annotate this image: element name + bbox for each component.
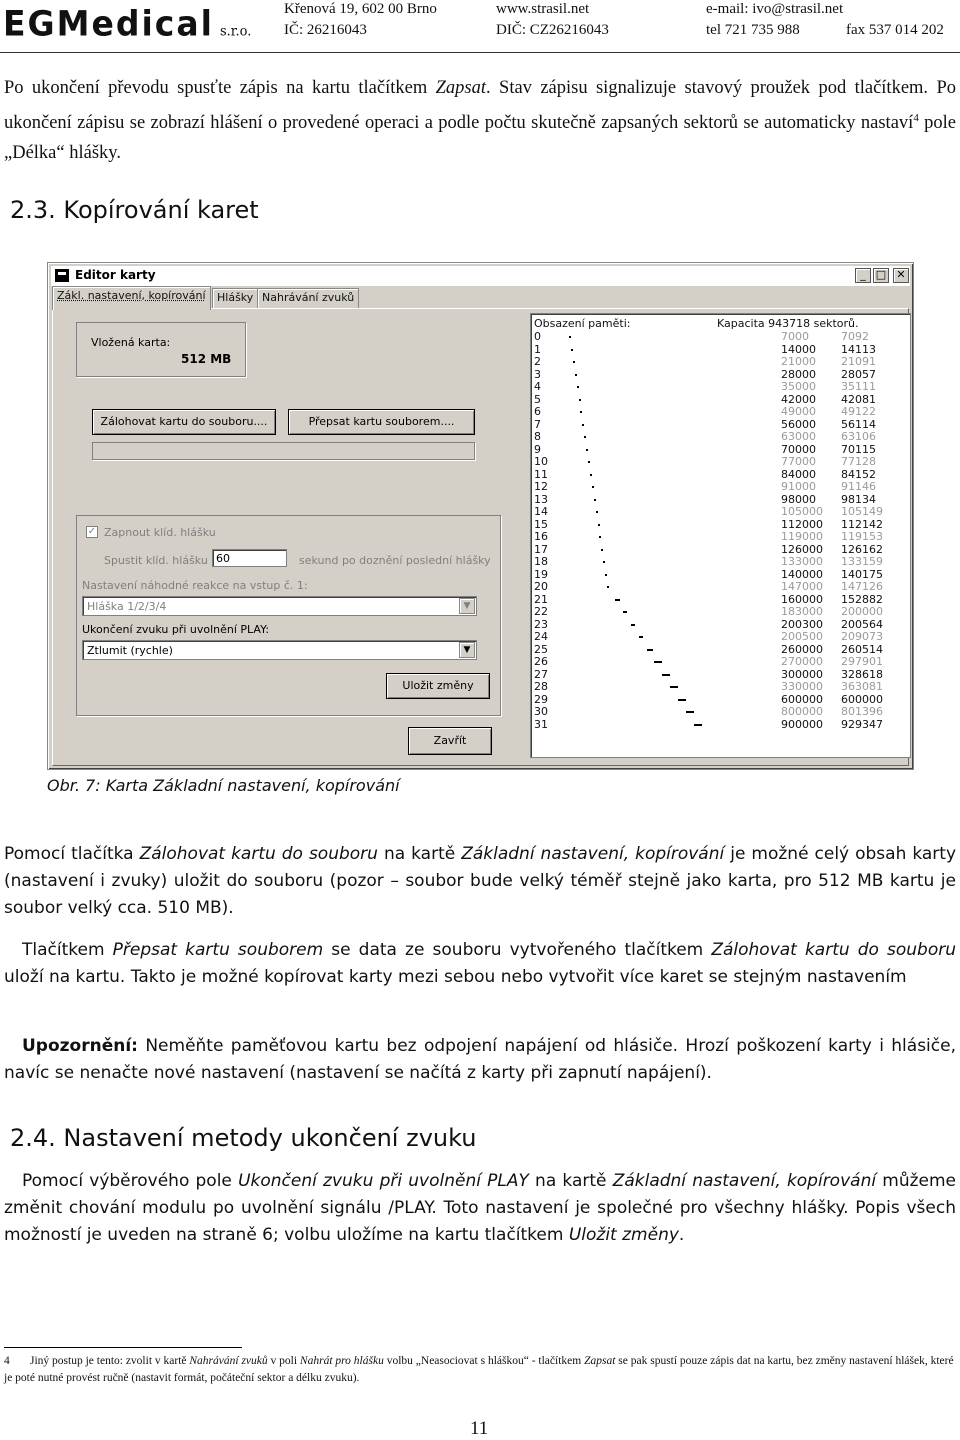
memory-row-end: 147126 bbox=[841, 580, 883, 593]
memory-row-start: 270000 bbox=[781, 655, 823, 668]
memory-row[interactable] bbox=[531, 481, 909, 494]
memory-row-end: 7092 bbox=[841, 330, 869, 343]
memory-usage-bar bbox=[694, 724, 702, 726]
memory-row[interactable] bbox=[531, 656, 909, 669]
memory-usage-bar bbox=[623, 611, 627, 613]
memory-row-end: 600000 bbox=[841, 692, 883, 706]
memory-row[interactable] bbox=[531, 581, 909, 594]
key-message-checkbox-label: Zapnout klíd. hlášku bbox=[104, 526, 216, 539]
memory-row-index: 24 bbox=[534, 630, 548, 643]
memory-row-index: 27 bbox=[534, 667, 548, 681]
memory-row-index: 15 bbox=[534, 517, 548, 531]
memory-row-end: 363081 bbox=[841, 680, 883, 693]
memory-row-start: 900000 bbox=[781, 717, 823, 731]
memory-usage-bar bbox=[639, 636, 643, 638]
memory-usage-bar bbox=[577, 386, 579, 388]
memory-row[interactable] bbox=[531, 331, 909, 344]
memory-row[interactable] bbox=[531, 681, 909, 694]
memory-row-index: 2 bbox=[534, 355, 541, 368]
memory-row-index: 17 bbox=[534, 542, 548, 556]
capacity-label: Kapacita 943718 sektorů. bbox=[717, 317, 859, 330]
memory-row-index: 18 bbox=[534, 555, 548, 568]
memory-row-start: 300000 bbox=[781, 667, 823, 681]
memory-usage-bar bbox=[569, 336, 571, 338]
tab-basic-settings[interactable]: Zákl. nastavení, kopírování bbox=[52, 286, 211, 310]
memory-row-end: 152882 bbox=[841, 592, 883, 606]
memory-row-end: 200000 bbox=[841, 605, 883, 618]
memory-row-index: 16 bbox=[534, 530, 548, 543]
footnote-rule bbox=[4, 1347, 242, 1348]
memory-row-index: 5 bbox=[534, 392, 541, 406]
memory-row-start: 42000 bbox=[781, 392, 816, 406]
memory-row[interactable] bbox=[531, 531, 909, 544]
title-bar bbox=[51, 266, 910, 286]
memory-row-start: 147000 bbox=[781, 580, 823, 593]
footnote: 4 Jiný postup je tento: zvolit v kartě Nahrávání zvuků v poli Nahrát pro hlášku volbu „Neasociovat s hláškou“ - tlačítkem Zapsat se pak spustí pouze zápis dat na kartu, bez změny nastavení hlášek, které je poté nutné provést ručně (nastavit formát, počáteční sektor a délku zvuku). bbox=[4, 1355, 954, 1384]
memory-row[interactable] bbox=[531, 456, 909, 469]
memory-row[interactable] bbox=[531, 356, 909, 369]
memory-row-end: 929347 bbox=[841, 717, 883, 731]
window-title: Editor karty bbox=[75, 268, 156, 282]
memory-usage-bar bbox=[594, 499, 596, 501]
paragraph-overwrite: Tlačítkem Přepsat kartu souborem se data ze souboru vytvořeného tlačítkem Zálohovat kartu do souboru uloží na kartu. Takto je možné kopírovat karty mezi sebou nebo vytvořit více karet se stejným nastavením bbox=[4, 940, 957, 987]
memory-row[interactable] bbox=[531, 706, 909, 719]
memory-usage-bar bbox=[678, 699, 686, 701]
memory-row[interactable] bbox=[531, 431, 909, 444]
memory-usage-bar bbox=[686, 711, 694, 713]
memory-row-start: 28000 bbox=[781, 367, 816, 381]
memory-row-end: 328618 bbox=[841, 667, 883, 681]
memory-usage-bar bbox=[599, 536, 601, 538]
memory-row-start: 800000 bbox=[781, 705, 823, 718]
memory-row-end: 84152 bbox=[841, 467, 876, 481]
memory-row-index: 13 bbox=[534, 492, 548, 506]
memory-row-index: 23 bbox=[534, 617, 548, 631]
memory-row-end: 70115 bbox=[841, 442, 876, 456]
memory-row-index: 31 bbox=[534, 717, 548, 731]
chevron-down-icon[interactable]: ▼ bbox=[459, 642, 475, 658]
memory-usage-bar bbox=[584, 436, 586, 438]
header-address: Křenová 19, 602 00 Brno bbox=[284, 1, 437, 17]
memory-row-index: 3 bbox=[534, 367, 541, 381]
tab-sound-recording[interactable]: Nahrávání zvuků bbox=[257, 288, 359, 308]
overwrite-card-button[interactable]: Přepsat kartu souborem.... bbox=[288, 409, 475, 435]
memory-row-end: 133159 bbox=[841, 555, 883, 568]
memory-row-index: 0 bbox=[534, 330, 541, 343]
memory-usage-bar bbox=[596, 511, 598, 513]
memory-row[interactable] bbox=[531, 606, 909, 619]
minimize-icon[interactable]: _ bbox=[855, 268, 871, 283]
memory-usage-bar bbox=[590, 474, 592, 476]
memory-row-end: 297901 bbox=[841, 655, 883, 668]
memory-row-end: 77128 bbox=[841, 455, 876, 468]
paragraph-warning: Upozornění: Neměňte paměťovou kartu bez odpojení napájení od hlásiče. Hrozí poškození karty i hlásiče, navíc se nenačte nové nastavení (nastavení se načítá z karty při zapnutí napájení). bbox=[4, 1036, 956, 1083]
memory-row[interactable] bbox=[531, 381, 909, 394]
inserted-card-label: Vložená karta: bbox=[91, 336, 171, 349]
end-sound-select[interactable] bbox=[82, 640, 477, 660]
end-sound-label: Ukončení zvuku při uvolnění PLAY: bbox=[82, 623, 270, 636]
memory-row-end: 140175 bbox=[841, 567, 883, 581]
memory-row-index: 30 bbox=[534, 705, 548, 718]
memory-row-end: 126162 bbox=[841, 542, 883, 556]
memory-row-start: 21000 bbox=[781, 355, 816, 368]
memory-row-start: 49000 bbox=[781, 405, 816, 418]
inserted-card-group bbox=[76, 322, 246, 377]
memory-row-start: 98000 bbox=[781, 492, 816, 506]
memory-usage-bar bbox=[605, 574, 607, 576]
memory-row-start: 260000 bbox=[781, 642, 823, 656]
memory-usage-bar bbox=[631, 624, 635, 626]
memory-usage-bar bbox=[607, 586, 609, 588]
memory-row-start: 140000 bbox=[781, 567, 823, 581]
memory-usage-bar bbox=[670, 686, 678, 688]
memory-row-start: 200300 bbox=[781, 617, 823, 631]
memory-row-end: 801396 bbox=[841, 705, 883, 718]
random-reaction-label: Nastavení náhodné reakce na vstup č. 1: bbox=[82, 579, 308, 592]
memory-usage-bar bbox=[571, 349, 573, 351]
inserted-card-value: 512 MB bbox=[181, 352, 232, 366]
memory-usage-bar bbox=[603, 561, 605, 563]
header-fax: fax 537 014 202 bbox=[846, 22, 944, 38]
memory-row-end: 105149 bbox=[841, 505, 883, 518]
memory-usage-bar bbox=[588, 461, 590, 463]
memory-row[interactable] bbox=[531, 406, 909, 419]
memory-usage-list bbox=[530, 313, 911, 758]
memory-row-end: 91146 bbox=[841, 480, 876, 493]
memory-usage-bar bbox=[582, 424, 584, 426]
memory-row-end: 28057 bbox=[841, 367, 876, 381]
company-logo: EGMedical s.r.o. bbox=[3, 3, 252, 44]
memory-usage-bar bbox=[647, 649, 653, 651]
header-web: www.strasil.net bbox=[496, 1, 590, 17]
memory-row[interactable] bbox=[531, 556, 909, 569]
memory-usage-bar bbox=[592, 486, 594, 488]
memory-row-start: 330000 bbox=[781, 680, 823, 693]
save-changes-button[interactable]: Uložit změny bbox=[386, 673, 490, 699]
memory-row-start: 600000 bbox=[781, 692, 823, 706]
memory-row-index: 1 bbox=[534, 342, 541, 356]
memory-usage-bar bbox=[579, 399, 581, 401]
memory-row-index: 12 bbox=[534, 480, 548, 493]
memory-row-start: 126000 bbox=[781, 542, 823, 556]
memory-row-end: 209073 bbox=[841, 630, 883, 643]
memory-row-end: 56114 bbox=[841, 417, 876, 431]
memory-row[interactable] bbox=[531, 631, 909, 644]
end-sound-value: Ztlumit (rychle) bbox=[87, 644, 173, 657]
memory-row-index: 21 bbox=[534, 592, 548, 606]
memory-usage-bar bbox=[601, 549, 603, 551]
header-dic: DIČ: CZ26216043 bbox=[496, 22, 609, 38]
editor-window bbox=[47, 262, 914, 770]
memory-row-start: 105000 bbox=[781, 505, 823, 518]
memory-row-end: 98134 bbox=[841, 492, 876, 506]
section-heading-2-3: 2.3. Kopírování karet bbox=[10, 196, 259, 224]
memory-row-end: 63106 bbox=[841, 430, 876, 443]
memory-usage-bar bbox=[573, 361, 575, 363]
memory-row-end: 35111 bbox=[841, 380, 876, 393]
tab-messages[interactable]: Hlášky bbox=[212, 288, 258, 308]
page-number: 11 bbox=[470, 1418, 489, 1439]
memory-row-start: 14000 bbox=[781, 342, 816, 356]
memory-row-index: 26 bbox=[534, 655, 548, 668]
memory-row-index: 6 bbox=[534, 405, 541, 418]
memory-row-start: 35000 bbox=[781, 380, 816, 393]
memory-row-end: 21091 bbox=[841, 355, 876, 368]
memory-row-start: 7000 bbox=[781, 330, 809, 343]
memory-row-index: 19 bbox=[534, 567, 548, 581]
tab-panel bbox=[52, 308, 909, 766]
memory-row-start: 183000 bbox=[781, 605, 823, 618]
memory-row-start: 84000 bbox=[781, 467, 816, 481]
app-icon bbox=[55, 269, 69, 282]
memory-usage-bar bbox=[662, 674, 670, 676]
chevron-down-icon[interactable]: ▼ bbox=[459, 598, 475, 614]
memory-row-index: 10 bbox=[534, 455, 548, 468]
memory-row-start: 77000 bbox=[781, 455, 816, 468]
memory-row-end: 14113 bbox=[841, 342, 876, 356]
memory-row-index: 25 bbox=[534, 642, 548, 656]
memory-usage-bar bbox=[654, 661, 662, 663]
memory-row[interactable] bbox=[531, 506, 909, 519]
memory-rows bbox=[531, 331, 910, 741]
progress-bar bbox=[92, 442, 475, 460]
backup-card-button[interactable]: Zálohovat kartu do souboru.... bbox=[92, 409, 276, 435]
memory-row-start: 70000 bbox=[781, 442, 816, 456]
memory-row-start: 91000 bbox=[781, 480, 816, 493]
header-rule bbox=[0, 52, 960, 53]
memory-usage-bar bbox=[615, 599, 620, 601]
random-reaction-select[interactable] bbox=[82, 596, 477, 616]
memory-row-start: 56000 bbox=[781, 417, 816, 431]
memory-usage-bar bbox=[580, 411, 582, 413]
memory-row-start: 112000 bbox=[781, 517, 823, 531]
intro-paragraph: Po ukončení převodu spusťte zápis na kartu tlačítkem Zapsat. Stav zápisu signalizuje stavový proužek pod tlačítkem. Po ukončení zápisu se zobrazí hlášení o provedené operaci a podle počtu skutečně zapsaných sektorů se automaticky nastaví$^4$ pole „Délka“ hlášky. bbox=[4, 78, 956, 164]
figure-caption: Obr. 7: Karta Základní nastavení, kopírování bbox=[47, 776, 400, 795]
paragraph-backup: Pomocí tlačítka Zálohovat kartu do souboru na kartě Základní nastavení, kopírování je možné celý obsah karty (nastavení i zvuky) uložit do souboru (pozor – soubor bude velký téměř stejně jako karta, pro 512 MB kartu je soubor velký cca. 510 MB). bbox=[4, 844, 957, 918]
memory-row-start: 160000 bbox=[781, 592, 823, 606]
memory-row-index: 28 bbox=[534, 680, 548, 693]
close-button[interactable]: Zavřít bbox=[408, 727, 492, 755]
memory-row-index: 7 bbox=[534, 417, 541, 431]
settings-group bbox=[76, 515, 501, 716]
memory-row-start: 119000 bbox=[781, 530, 823, 543]
start-key-label: Spustit klíd. hlášku bbox=[104, 554, 208, 567]
section-heading-2-4: 2.4. Nastavení metody ukončení zvuku bbox=[10, 1124, 477, 1152]
memory-row-start: 133000 bbox=[781, 555, 823, 568]
memory-row-end: 49122 bbox=[841, 405, 876, 418]
memory-usage-bar bbox=[575, 374, 577, 376]
start-key-seconds-input[interactable]: 60 bbox=[212, 549, 287, 567]
memory-row-end: 260514 bbox=[841, 642, 883, 656]
close-icon[interactable]: ✕ bbox=[893, 268, 909, 283]
start-key-suffix: sekund po doznění poslední hlášky bbox=[299, 554, 491, 567]
memory-row-index: 22 bbox=[534, 605, 548, 618]
memory-row[interactable] bbox=[531, 719, 909, 732]
memory-row-start: 200500 bbox=[781, 630, 823, 643]
memory-row-index: 11 bbox=[534, 467, 548, 481]
maximize-icon[interactable]: □ bbox=[873, 268, 889, 283]
header-ic: IČ: 26216043 bbox=[284, 22, 367, 38]
header-tel: tel 721 735 988 bbox=[706, 22, 800, 38]
memory-row-end: 119153 bbox=[841, 530, 883, 543]
memory-usage-bar bbox=[586, 449, 588, 451]
memory-row-index: 29 bbox=[534, 692, 548, 706]
memory-row-end: 112142 bbox=[841, 517, 883, 531]
random-reaction-value: Hláška 1/2/3/4 bbox=[87, 600, 167, 613]
memory-row-index: 20 bbox=[534, 580, 548, 593]
paragraph-end-sound: Pomocí výběrového pole Ukončení zvuku při uvolnění PLAY na kartě Základní nastavení, kopírování můžeme změnit chování modulu po uvolnění signálu /PLAY. Toto nastavení je společné pro všechny hlášky. Popis všech možností je uveden na straně 6; volbu uložíme na kartu tlačítkem Uložit změny. bbox=[4, 1171, 956, 1245]
memory-usage-bar bbox=[598, 524, 600, 526]
key-message-checkbox[interactable]: ✓ bbox=[87, 526, 97, 537]
memory-row-index: 4 bbox=[534, 380, 541, 393]
memory-row-index: 14 bbox=[534, 505, 548, 518]
memory-row-index: 9 bbox=[534, 442, 541, 456]
memory-row-index: 8 bbox=[534, 430, 541, 443]
header-email: e-mail: ivo@strasil.net bbox=[706, 1, 844, 17]
memory-usage-label: Obsazení paměti: bbox=[534, 317, 631, 330]
memory-row-start: 63000 bbox=[781, 430, 816, 443]
memory-row-end: 200564 bbox=[841, 617, 883, 631]
memory-row-end: 42081 bbox=[841, 392, 876, 406]
